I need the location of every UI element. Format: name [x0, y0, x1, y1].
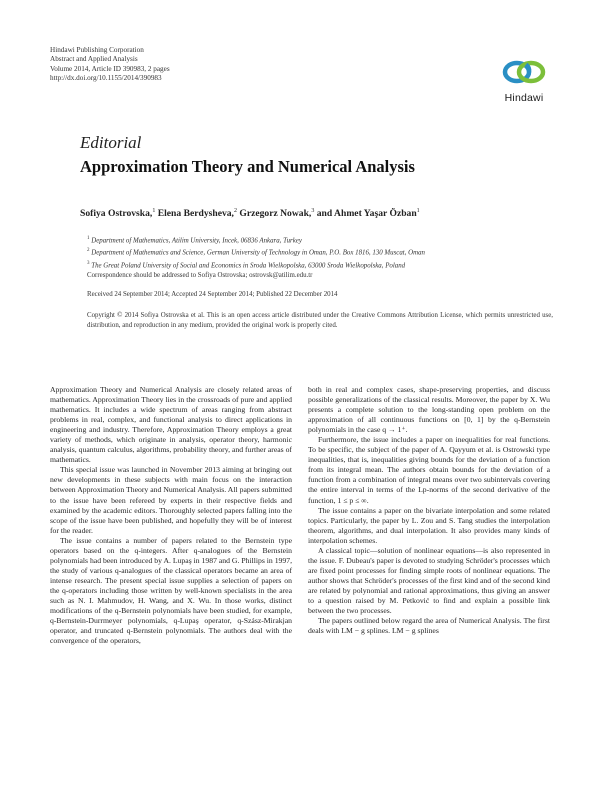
author-sup: 1: [416, 208, 420, 214]
correspondence-line: Correspondence should be addressed to Sofiya Ostrovska; ostrovsk@atilim.edu.tr: [87, 272, 313, 279]
publisher-name: Hindawi Publishing Corporation: [50, 46, 144, 54]
affiliation-text: The Great Poland University of Social and Economics in Sroda Wielkopolska, 63000 Sroda Wielkopolska, Poland: [91, 261, 406, 269]
dates-line: Received 24 September 2014; Accepted 24 September 2014; Published 22 December 2014: [87, 291, 338, 298]
author-name: Elena Berdysheva,: [157, 208, 234, 220]
logo-text: Hindawi: [504, 92, 544, 104]
affiliation-sup: 1: [87, 236, 90, 241]
affiliation-item: [87, 259, 547, 271]
journal-header: [50, 46, 310, 83]
paragraph: Furthermore, the issue includes a paper on inequalities for real functions. To be specific, the subject of the paper of A. Qayyum et al. is Ostrowski type inequalities, that is, inequalities giving bounds for the deviation of a function from its integral mean. The authors obtain bounds for the deviation of a function from a combination of integral means over two subintervals covering the entire interval in terms of the Lp-norms of the second derivative of the function, 1 ≤ p ≤ ∞.: [308, 435, 550, 505]
affiliation-item: [87, 234, 547, 246]
body-column-left: [50, 385, 292, 646]
paragraph: The issue contains a number of papers related to the Bernstein type operators based on the q-integers. After q-analogues of the Bernstein polynomials had been introduced by A. Lupaş in 1987 and G. Phillips in 1997, the study of various q-analogues of the classical operators became an area of intense research. The present special issue supplies a selection of papers on the q-operators including those written by well-known specialists in the area such as N. I. Mahmudov, H. Wang, and X. Wu. In those works, distinct modifications of the q-Bernstein polynomials have been studied, for example, q-Bernstein-Durrmeyer polynomials, q-Lupaş operator, q-Szász-Mirakjan operator, and truncated q-Bernstein polynomials. The authors deal with the convergence of the operators,: [50, 535, 292, 646]
body-column-right: [308, 385, 550, 636]
copyright-notice: Copyright © 2014 Sofiya Ostrovska et al. This is an open access article distributed under the Creative Commons Attribution License, which permits unrestricted use, distribution, and reproduction in any medium, provided the original work is properly cited.: [87, 312, 553, 329]
doi-link[interactable]: http://dx.doi.org/10.1155/2014/390983: [50, 73, 162, 82]
paragraph: The papers outlined below regard the area of Numerical Analysis. The first deals with LM − g splines. LM − g splines: [308, 616, 550, 636]
author-sup: 3: [311, 208, 315, 214]
paragraph: The issue contains a paper on the bivariate interpolation and some related topics. Particularly, the paper by L. Zou and S. Tang studies the interpolation theorem, algorithms, and dual interpolation. It also provides many kinds of interpolation schemes.: [308, 505, 550, 545]
author-sup: 2: [233, 208, 237, 214]
volume-info: Volume 2014, Article ID 390983, 2 pages: [50, 64, 170, 73]
paragraph: This special issue was launched in November 2013 aiming at bringing out new developments in these subjects with main focus on the interaction between Approximation Theory and Numerical Analysis. All papers submitted to the issue have been refereed by experts in their respective fields and examined by the academic editors. Thoroughly selected papers falling into the scope of the issue have been published, and hopefully they will be of interest for the reader.: [50, 465, 292, 535]
author-list: [80, 208, 420, 219]
article-kind: Editorial: [80, 133, 142, 152]
affiliation-sup: 2: [87, 248, 90, 254]
author-name: and Ahmet Yaşar Özban: [316, 208, 417, 220]
affiliation-item: [87, 246, 547, 258]
author-sup: 1: [152, 208, 156, 214]
article-title: Approximation Theory and Numerical Analysis: [80, 157, 415, 176]
paragraph: Approximation Theory and Numerical Analysis are closely related areas of mathematics. Approximation Theory lies in the crossroads of pure and applied mathematics. It includes a wide spectrum of areas ranging from abstract problems in real, complex, and functional analysis to direct applications in engineering and industry. Therefore, Approximation Theory employs a great variety of methods, which originate in analysis, operator theory, harmonic analysis, quantum calculus, algorithms, probability theory, and further areas of mathematics.: [50, 385, 292, 465]
paragraph: A classical topic—solution of nonlinear equations—is also represented in the issue. F. Dubeau's paper is devoted to studying Schröder's processes which are fixed point processes for finding simple roots of nonlinear equations. The author shows that Schröder's processes of the first kind and of the second kind are related by polynomial and rational approximations, thus giving an answer to a question raised by M. Petković to find and explain a possible link between the two processes.: [308, 545, 550, 616]
affiliation-sup: 3: [87, 260, 90, 266]
author-name: Grzegorz Nowak,: [239, 208, 312, 220]
affiliation-text: Department of Mathematics, Atilim University, Incek, 06836 Ankara, Turkey: [91, 237, 302, 245]
affiliation-text: Department of Mathematics and Science, German University of Technology in Oman, P.O. Box 1816, 130 Muscat, Oman: [91, 249, 425, 257]
journal-name: Abstract and Applied Analysis: [50, 55, 138, 64]
affiliation-list: [87, 234, 547, 271]
paragraph: both in real and complex cases, shape-preserving properties, and discuss possible generalizations of the classical results. Moreover, the paper by X. Wu presents a complete solution to the long-standing open problem on the approximation of all continuous functions on [0, 1] by the q-Bernstein polynomials in the case q → 1⁺.: [308, 385, 550, 435]
author-name: Sofiya Ostrovska,: [80, 208, 153, 220]
